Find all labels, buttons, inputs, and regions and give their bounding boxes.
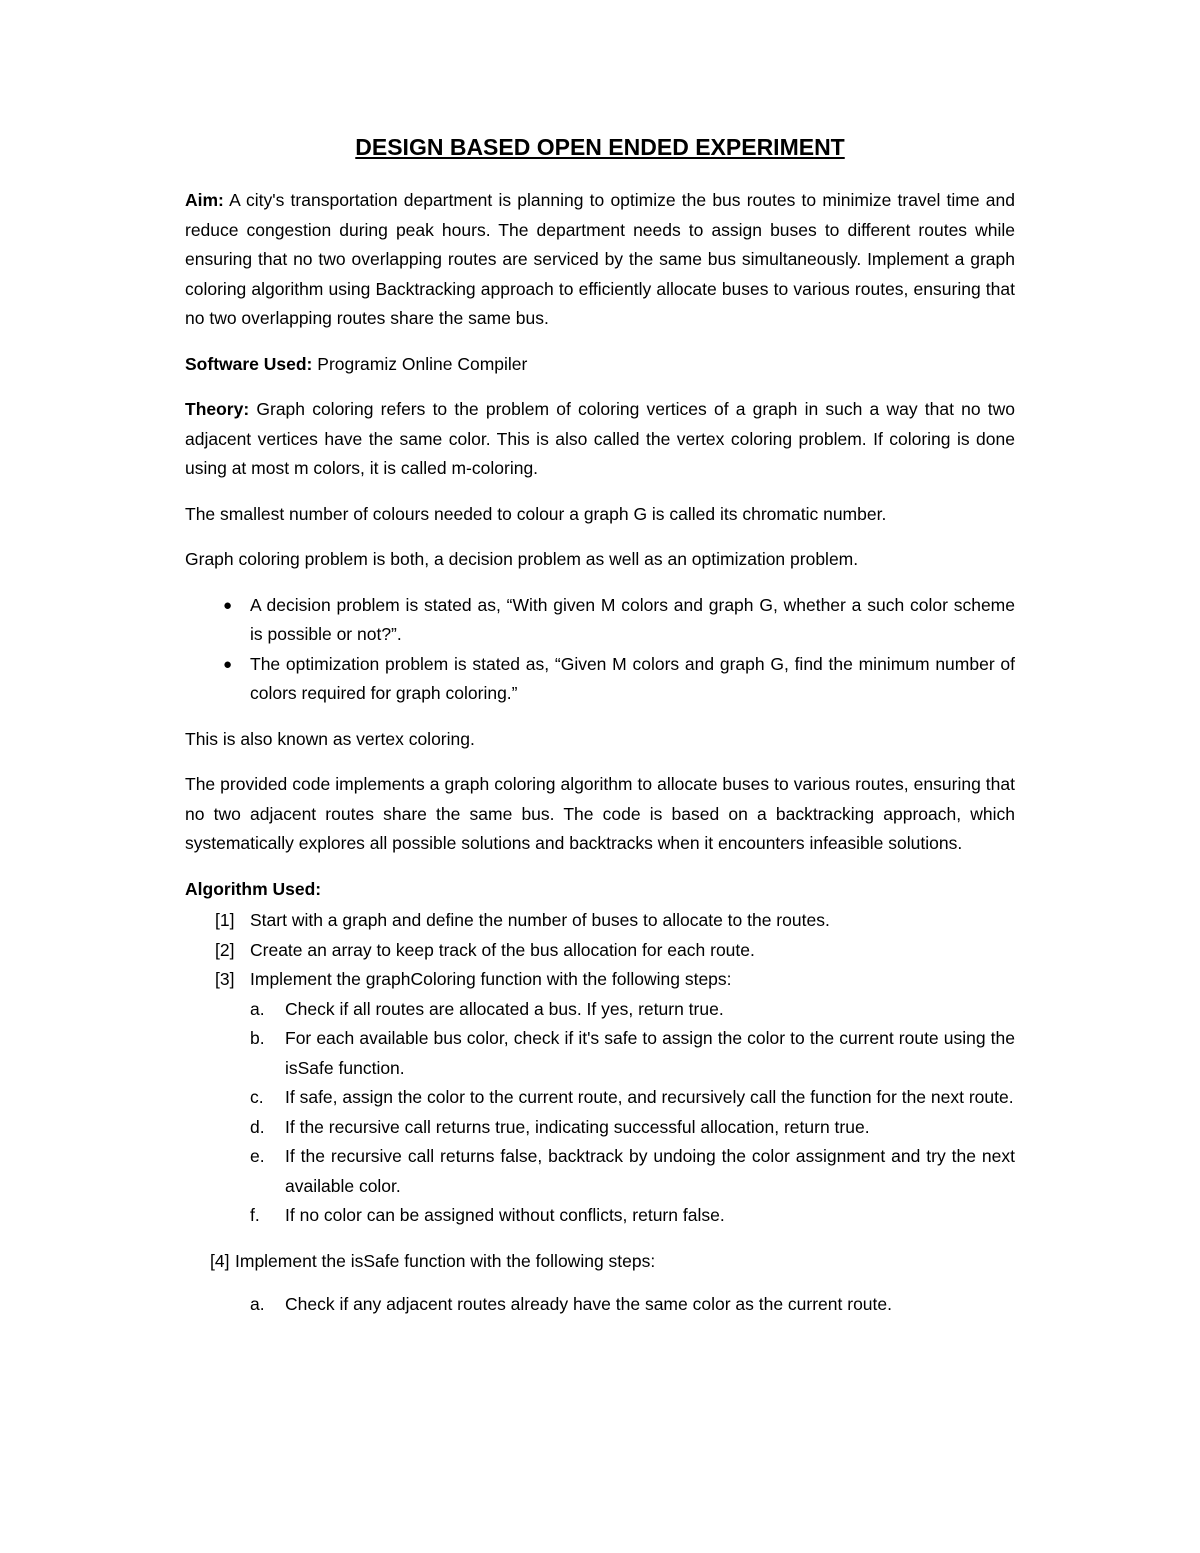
theory-paragraph <box>185 395 1015 484</box>
list-item <box>223 591 1015 650</box>
step-number: [3] <box>215 969 235 989</box>
bullet-text: The optimization problem is stated as, “Given M colors and graph G, find the minimum number of colors required for graph coloring.” <box>250 653 1015 703</box>
step-text: Start with a graph and define the number of buses to allocate to the routes. <box>250 910 830 930</box>
algorithm-steps <box>185 906 1015 1231</box>
is-safe-substep <box>185 1290 1015 1320</box>
chromatic-paragraph: The smallest number of colours needed to colour a graph G is called its chromatic number. <box>185 503 887 524</box>
theory-label: Theory: <box>185 399 250 419</box>
step-text: Implement the isSafe function with the following steps: <box>235 1250 656 1271</box>
list-item <box>250 1113 1015 1143</box>
list-item <box>250 1024 1015 1083</box>
substep-text: If the recursive call returns false, backtrack by undoing the color assignment and try the next available color. <box>285 1146 1015 1196</box>
bullet-text: A decision problem is stated as, “With given M colors and graph G, whether a such color scheme is possible or not?”. <box>250 594 1015 644</box>
list-item <box>215 965 1015 1231</box>
step-text: Implement the graphColoring function with the following steps: <box>250 969 732 989</box>
step-four <box>185 1247 1015 1277</box>
both-problems-paragraph: Graph coloring problem is both, a decision problem as well as an optimization problem. <box>185 549 859 569</box>
step-number: [4] <box>210 1250 230 1271</box>
list-item <box>215 936 1015 966</box>
document-content <box>185 130 1015 1320</box>
substep-text: For each available bus color, check if it's safe to assign the color to the current route using the isSafe function. <box>285 1028 1015 1078</box>
algorithm-heading: Algorithm Used: <box>185 878 322 899</box>
substep-letter: a. <box>250 998 265 1019</box>
list-item <box>223 650 1015 709</box>
substep-letter: e. <box>250 1146 265 1166</box>
step-number: [2] <box>215 939 235 960</box>
list-item <box>250 1142 1015 1201</box>
list-item <box>250 995 1015 1025</box>
list-item <box>250 1201 1015 1231</box>
substep-letter: a. <box>250 1294 265 1314</box>
substep-text: Check if all routes are allocated a bus. If yes, return true. <box>285 998 724 1019</box>
aim-paragraph <box>185 186 1015 334</box>
substep-letter: d. <box>250 1116 265 1137</box>
page-title: DESIGN BASED OPEN ENDED EXPERIMENT <box>355 134 845 160</box>
list-item <box>250 1083 1015 1113</box>
substep-text: If the recursive call returns true, indicating successful allocation, return true. <box>285 1116 870 1137</box>
software-paragraph <box>185 350 1015 380</box>
substep-letter: c. <box>250 1087 264 1107</box>
step-text: Create an array to keep track of the bus allocation for each route. <box>250 939 755 960</box>
aim-text: A city's transportation department is planning to optimize the bus routes to minimize travel time and reduce congestion during peak hours. The department needs to assign buses to different routes while ensuring that no two overlapping routes are serviced by the same bus simultaneously. Implement a graph coloring algorithm using Backtracking approach to efficiently allocate buses to various routes, ensuring that no two overlapping routes share the same bus. <box>185 190 1015 328</box>
substep-text: If safe, assign the color to the current route, and recursively call the function for the next route. <box>285 1087 1014 1107</box>
software-text: Programiz Online Compiler <box>317 353 528 374</box>
vertex-coloring-paragraph: This is also known as vertex coloring. <box>185 728 475 749</box>
list-item <box>215 906 1015 936</box>
problem-bullet-list <box>185 591 1015 709</box>
graph-coloring-substeps <box>250 995 1015 1231</box>
substep-letter: b. <box>250 1028 265 1048</box>
theory-text: Graph coloring refers to the problem of coloring vertices of a graph in such a way that no two adjacent vertices have the same color. This is also called the vertex coloring problem. If coloring is done using at most m colors, it is called m-coloring. <box>185 399 1015 478</box>
provided-code-paragraph: The provided code implements a graph coloring algorithm to allocate buses to various routes, ensuring that no two adjacent routes share the same bus. The code is based on a backtracking approach, which systematically explores all possible solutions and backtracks when it encounters infeasible solutions. <box>185 774 1015 853</box>
bullet-icon: ● <box>223 596 233 614</box>
substep-text: Check if any adjacent routes already have the same color as the current route. <box>285 1294 892 1314</box>
step-number: [1] <box>215 910 235 930</box>
substep-text: If no color can be assigned without conflicts, return false. <box>285 1205 725 1225</box>
substep-letter: f. <box>250 1205 260 1225</box>
bullet-icon: ● <box>223 655 233 673</box>
software-label: Software Used: <box>185 353 313 374</box>
aim-label: Aim: <box>185 190 224 210</box>
